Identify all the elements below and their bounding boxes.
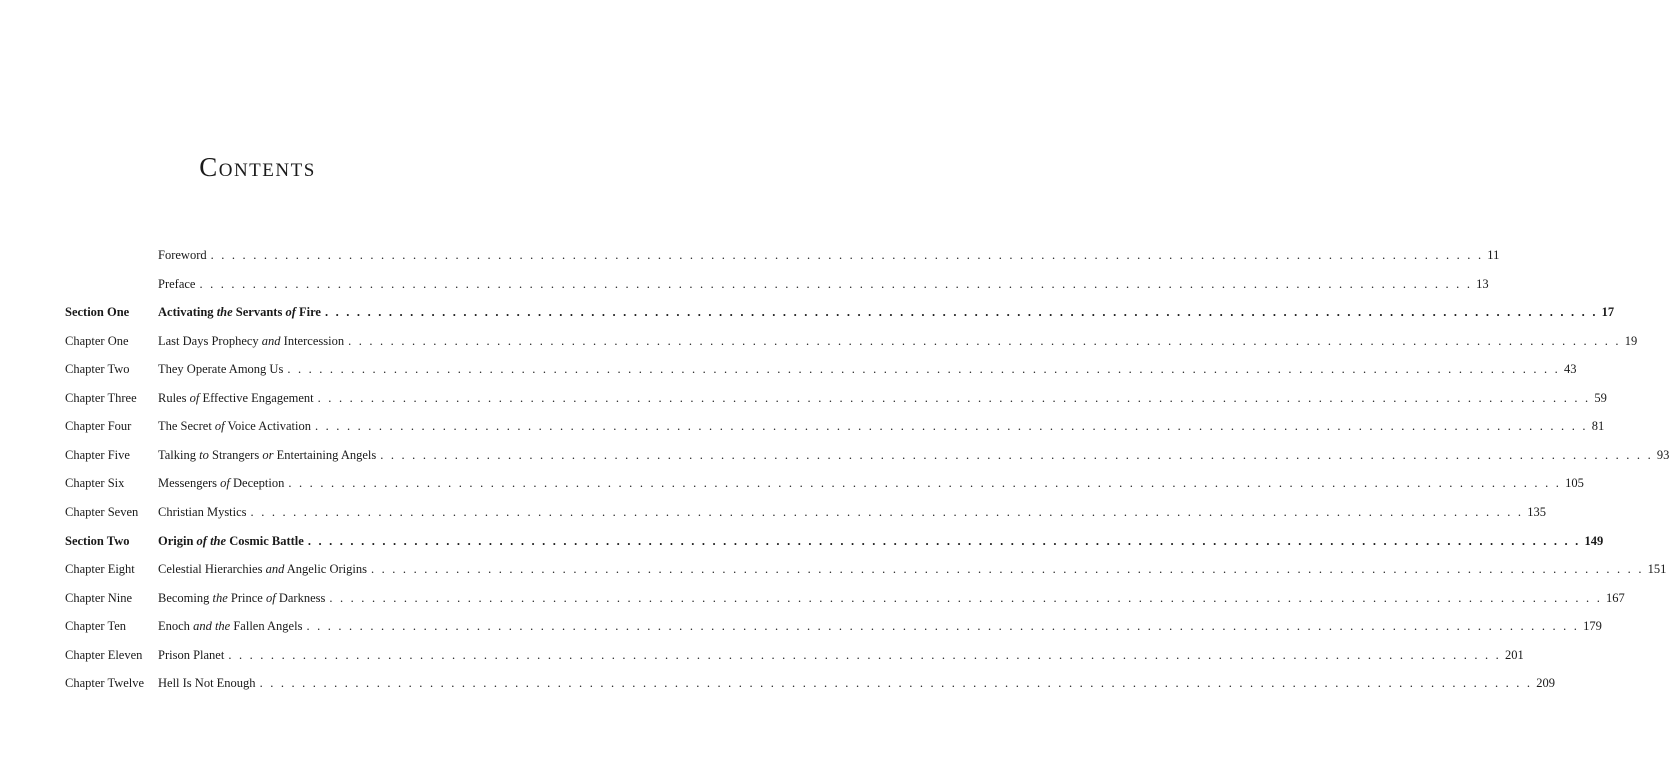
toc-entry-title: Activating the Servants of Fire — [158, 305, 321, 320]
toc-entry-line — [158, 330, 1638, 352]
toc-entry-page-number: 105 — [1565, 476, 1584, 491]
toc-entry-label: Chapter Six — [65, 476, 125, 491]
toc-entry-page-number: 19 — [1624, 333, 1638, 348]
dot-leader: . . . . . . . . . . . . . . . . . . . . . . . . . . . . . . . . . . . . . . . . . . . . . . . . . . . . . . . . . . . . . . . . . . . . . . . . . . . . . . . . . . . . . . . . . . . . . . . . . . . . . . . . . . . . . . . . . . . . . . . . — [250, 504, 1524, 519]
toc-entry-title: Talking to Strangers or Entertaining Angels — [158, 447, 377, 462]
toc-entry-label: Chapter Eight — [65, 562, 135, 577]
toc-entry-page-number: 179 — [1583, 619, 1602, 634]
toc-entry — [0, 644, 1524, 666]
toc-entry-line — [158, 644, 1524, 666]
dot-leader: . . . . . . . . . . . . . . . . . . . . . . . . . . . . . . . . . . . . . . . . . . . . . . . . . . . . . . . . . . . . . . . . . . . . . . . . . . . . . . . . . . . . . . . . . . . . . . . . . . . . . . . . . . . . . . . . . . . . . . . . — [307, 533, 1581, 548]
dot-leader: . . . . . . . . . . . . . . . . . . . . . . . . . . . . . . . . . . . . . . . . . . . . . . . . . . . . . . . . . . . . . . . . . . . . . . . . . . . . . . . . . . . . . . . . . . . . . . . . . . . . . . . . . . . . . . . . . . . . . . . . — [199, 276, 1473, 291]
toc-entry-title: Becoming the Prince of Darkness — [158, 590, 326, 605]
toc-entry-page-number: 201 — [1505, 647, 1524, 662]
dot-leader: . . . . . . . . . . . . . . . . . . . . . . . . . . . . . . . . . . . . . . . . . . . . . . . . . . . . . . . . . . . . . . . . . . . . . . . . . . . . . . . . . . . . . . . . . . . . . . . . . . . . . . . . . . . . . . . . . . . . . . . . — [228, 647, 1502, 662]
toc-entry-line — [158, 387, 1607, 409]
dot-leader: . . . . . . . . . . . . . . . . . . . . . . . . . . . . . . . . . . . . . . . . . . . . . . . . . . . . . . . . . . . . . . . . . . . . . . . . . . . . . . . . . . . . . . . . . . . . . . . . . . . . . . . . . . . . . . . . . . . . . . . . — [288, 476, 1562, 491]
dot-leader: . . . . . . . . . . . . . . . . . . . . . . . . . . . . . . . . . . . . . . . . . . . . . . . . . . . . . . . . . . . . . . . . . . . . . . . . . . . . . . . . . . . . . . . . . . . . . . . . . . . . . . . . . . . . . . . . . . . . . . . . — [324, 305, 1598, 320]
toc-entry-line — [158, 501, 1546, 523]
toc-entry-line — [158, 415, 1605, 437]
page-title: Contents — [199, 152, 316, 182]
toc-entry-label: Chapter Seven — [65, 504, 139, 519]
dot-leader: . . . . . . . . . . . . . . . . . . . . . . . . . . . . . . . . . . . . . . . . . . . . . . . . . . . . . . . . . . . . . . . . . . . . . . . . . . . . . . . . . . . . . . . . . . . . . . . . . . . . . . . . . . . . . . . . . . . . . . . . — [370, 562, 1644, 577]
toc-entry — [0, 415, 1605, 437]
toc-entry — [0, 587, 1625, 609]
toc-entry-title: Preface — [158, 276, 196, 291]
toc-entry — [0, 330, 1638, 352]
toc-entry-line — [158, 244, 1500, 266]
toc-entry-title: Messengers of Deception — [158, 476, 285, 491]
toc-entry-label: Chapter Four — [65, 419, 132, 434]
toc-entry-title: Christian Mystics — [158, 504, 247, 519]
toc-entry-page-number: 59 — [1594, 390, 1607, 405]
toc-entry-page-number: 151 — [1647, 562, 1667, 577]
toc-entry-page-number: 13 — [1476, 276, 1489, 291]
toc-entry-title: Rules of Effective Engagement — [158, 390, 314, 405]
dot-leader: . . . . . . . . . . . . . . . . . . . . . . . . . . . . . . . . . . . . . . . . . . . . . . . . . . . . . . . . . . . . . . . . . . . . . . . . . . . . . . . . . . . . . . . . . . . . . . . . . . . . . . . . . . . . . . . . . . . . . . . . — [380, 447, 1653, 462]
toc-entry-label: Chapter Eleven — [65, 647, 143, 662]
toc-entry-title: Prison Planet — [158, 647, 225, 662]
toc-entry-label: Chapter Five — [65, 447, 130, 462]
dot-leader: . . . . . . . . . . . . . . . . . . . . . . . . . . . . . . . . . . . . . . . . . . . . . . . . . . . . . . . . . . . . . . . . . . . . . . . . . . . . . . . . . . . . . . . . . . . . . . . . . . . . . . . . . . . . . . . . . . . . . . . . — [287, 362, 1561, 377]
toc-entry-label: Chapter One — [65, 333, 129, 348]
toc-entry — [0, 530, 1604, 552]
dot-leader: . . . . . . . . . . . . . . . . . . . . . . . . . . . . . . . . . . . . . . . . . . . . . . . . . . . . . . . . . . . . . . . . . . . . . . . . . . . . . . . . . . . . . . . . . . . . . . . . . . . . . . . . . . . . . . . . . . . . . . . . — [348, 333, 1621, 348]
toc-entry-label: Chapter Three — [65, 390, 137, 405]
toc-entry-label: Section Two — [65, 533, 130, 548]
toc-entry-line — [158, 530, 1604, 552]
toc-entry-page-number: 167 — [1606, 590, 1625, 605]
toc-entry-title: They Operate Among Us — [158, 362, 284, 377]
toc-entry-page-number: 81 — [1591, 419, 1605, 434]
toc-entry-line — [158, 587, 1625, 609]
toc-entry — [0, 358, 1577, 380]
toc-entry-page-number: 11 — [1487, 248, 1500, 262]
toc-entry — [0, 301, 1615, 323]
toc-entry-page-number: 93 — [1656, 447, 1669, 462]
toc-entry-line — [158, 615, 1602, 637]
toc-entry — [0, 273, 1489, 295]
toc-entry-title: The Secret of Voice Activation — [158, 419, 311, 434]
toc-entry — [0, 244, 1500, 266]
toc-entry — [0, 472, 1584, 494]
toc-entry — [0, 615, 1602, 637]
toc-entry-line — [158, 273, 1489, 295]
toc-entry-line — [158, 472, 1584, 494]
toc-entry — [0, 444, 1669, 466]
dot-leader: . . . . . . . . . . . . . . . . . . . . . . . . . . . . . . . . . . . . . . . . . . . . . . . . . . . . . . . . . . . . . . . . . . . . . . . . . . . . . . . . . . . . . . . . . . . . . . . . . . . . . . . . . . . . . . . . . . . . . . . . — [315, 419, 1588, 434]
toc-entry-line — [158, 301, 1615, 323]
toc-entry-page-number: 149 — [1584, 533, 1604, 548]
toc-entry-title: Hell Is Not Enough — [158, 676, 256, 691]
toc-entry-title: Celestial Hierarchies and Angelic Origins — [158, 562, 367, 577]
dot-leader: . . . . . . . . . . . . . . . . . . . . . . . . . . . . . . . . . . . . . . . . . . . . . . . . . . . . . . . . . . . . . . . . . . . . . . . . . . . . . . . . . . . . . . . . . . . . . . . . . . . . . . . . . . . . . . . . . . . . . . . . — [317, 390, 1591, 405]
toc-entry-label: Chapter Two — [65, 362, 130, 377]
toc-entry-title: Foreword — [158, 248, 207, 262]
toc-entry — [0, 672, 1555, 694]
toc-entry-label: Chapter Ten — [65, 619, 127, 634]
dot-leader: . . . . . . . . . . . . . . . . . . . . . . . . . . . . . . . . . . . . . . . . . . . . . . . . . . . . . . . . . . . . . . . . . . . . . . . . . . . . . . . . . . . . . . . . . . . . . . . . . . . . . . . . . . . . . . . . . . . . . . . . — [329, 590, 1603, 605]
toc-entry-line — [158, 558, 1667, 580]
toc-entry-label: Chapter Nine — [65, 590, 132, 605]
toc-entry-page-number: 43 — [1564, 362, 1577, 377]
toc-entry-page-number: 209 — [1536, 676, 1555, 691]
toc-entry-title: Last Days Prophecy and Intercession — [158, 333, 345, 348]
dot-leader: . . . . . . . . . . . . . . . . . . . . . . . . . . . . . . . . . . . . . . . . . . . . . . . . . . . . . . . . . . . . . . . . . . . . . . . . . . . . . . . . . . . . . . . . . . . . . . . . . . . . . . . . . . . . . . . . . . . . . . . . — [259, 676, 1533, 691]
toc-entry-title: Enoch and the Fallen Angels — [158, 619, 303, 634]
toc-entry — [0, 387, 1607, 409]
toc-entry-page-number: 135 — [1527, 504, 1546, 519]
toc-entry-line — [158, 672, 1555, 694]
toc-entry-label: Chapter Twelve — [65, 676, 145, 691]
toc-entry-label: Section One — [65, 305, 130, 320]
toc-entry — [0, 501, 1546, 523]
dot-leader: . . . . . . . . . . . . . . . . . . . . . . . . . . . . . . . . . . . . . . . . . . . . . . . . . . . . . . . . . . . . . . . . . . . . . . . . . . . . . . . . . . . . . . . . . . . . . . . . . . . . . . . . . . . . . . . . . . . . . . . . — [210, 248, 1484, 262]
toc-entry — [0, 558, 1667, 580]
toc-entry-line — [158, 444, 1669, 466]
dot-leader: . . . . . . . . . . . . . . . . . . . . . . . . . . . . . . . . . . . . . . . . . . . . . . . . . . . . . . . . . . . . . . . . . . . . . . . . . . . . . . . . . . . . . . . . . . . . . . . . . . . . . . . . . . . . . . . . . . . . . . . . — [306, 619, 1580, 634]
toc-entry-line — [158, 358, 1577, 380]
toc-entry-title: Origin of the Cosmic Battle — [158, 533, 304, 548]
toc-entry-page-number: 17 — [1601, 305, 1615, 320]
